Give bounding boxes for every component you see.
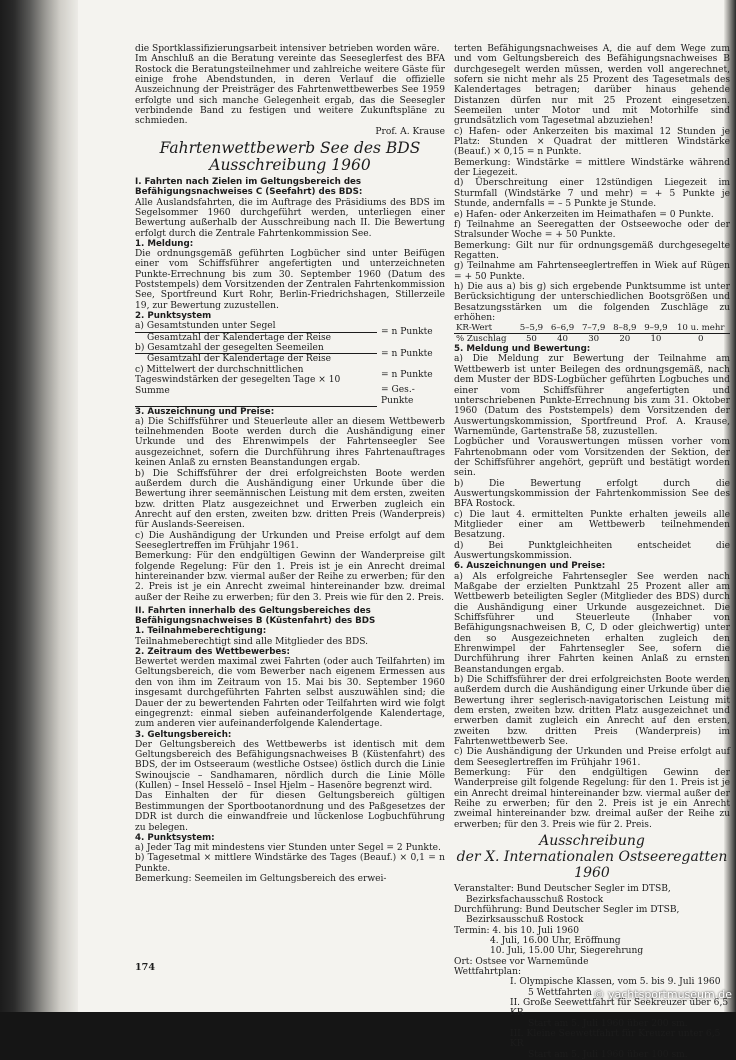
schedule-item: II. Große Seewettfahrt für Seekreuzer über 6,5 KR xyxy=(510,997,729,1019)
section-text: Logbücher und Vorauswertungen müssen vorher vom Fahrtenobmann oder vom Vorsitzenden der Sektion, der der Schiffsführer angehört, geprüft und bestätigt worden sein. xyxy=(454,437,730,479)
table-cell: 30 xyxy=(588,334,600,345)
date-line: Termin: 4. bis 10. Juli 1960 xyxy=(454,925,579,936)
section-text: terten Befähigungsnachweises A, die auf dem Wege zum und vom Geltungsbereich des Befähigungsnachweises B durchgesegelt werden müssen, werden voll angerechnet, sofern sie nicht mehr als 25 Prozent des Tagesetmals des Kalendertages betragen; darüber hinaus gehende Distanzen dürfen nur mit 25 Prozent eingesetzen. Seemeilen unter Motor und mit Motorhilfe sind grundsätzlich vom Tagesetmal abzuziehen! xyxy=(454,44,730,127)
organizer-line: Bezirksausschuß Rostock xyxy=(466,915,584,926)
section-text: Das Einhalten der für diesen Geltungsbereich gültigen Bestimmungen der Sportbootanordnung und des Paßgesetzes der DDR ist durch die einwandfreie und lückenlose Logbuchführung zu belegen. xyxy=(135,791,445,833)
remark: Bemerkung: Windstärke = mittlere Windstärke während der Liegezeit. xyxy=(454,157,730,179)
points-formula xyxy=(135,321,445,406)
remark: Bemerkung: Seemeilen im Geltungsbereich des erwei- xyxy=(135,874,387,885)
schedule-detail: 5 Wettfahrten xyxy=(528,987,592,998)
table-cell: 9–9,9 xyxy=(640,323,671,334)
table-cell: % Zuschlag xyxy=(456,334,507,345)
table-cell: 8–8,9 xyxy=(609,323,640,334)
remark: Bemerkung: Für den endgültigen Gewinn der Wanderpreise gilt folgende Regelung: für den 1. Preis ist je ein Anrecht dreimal hintereinander bzw. viermal außer der Reihe zu erwerben; für den 2. Preis ist je ein Anrecht zweimal hintereinander bzw. dreimal außer der Reihe zu erwerben; für den 3. Preis wie für 2. Preis. xyxy=(454,768,730,830)
date-line: 10. Juli, 15.00 Uhr, Siegerehrung xyxy=(490,946,644,957)
left-column xyxy=(135,44,445,884)
subsection-heading: 3. Geltungsbereich: xyxy=(135,729,232,740)
table-row xyxy=(454,334,730,345)
date-line: 4. Juli, 16.00 Uhr, Eröffnung xyxy=(490,935,621,946)
right-column xyxy=(454,44,730,1060)
organizer-line: Veranstalter: Bund Deutscher Segler im DTSB, xyxy=(454,884,671,895)
formula-numerator: a) Gesamtstunden unter Segel xyxy=(135,321,377,332)
section-text: Bewertet werden maximal zwei Fahrten (oder auch Teilfahrten) im Geltungsbereich, die vom Bewerber nach eigenem Ermessen aus den von ihm im Zeitraum von 15. Mai bis 30. September 1960 insgesamt durchgeführten Fahrten selbst auszuwählen sind; die Dauer der zu bewertenden Fahrten oder Teilfahrten wird wie folgt eingegrenzt: einmal sieben aufeinanderfolgende Kalendertage, zum anderen vier aufeinanderfolgende Kalendertage. xyxy=(135,657,445,730)
section-text: a) Jeder Tag mit mindestens vier Stunden unter Segel = 2 Punkte. xyxy=(135,843,441,854)
section-text: b) Die Schiffsführer der drei erfolgreichsten Boote werden außerdem durch die Aushändigung einer Urkunde über die Bewertung ihrer seemännischen Leistung mit dem ersten, zweiten bzw. dritten Platz ausgezeichnet und Erwerben zugleich ein Anrecht auf den ersten, zweiten bzw. dritten Preis (Wanderpreis) für Auslands-Seereisen. xyxy=(135,468,445,531)
section-text: e) Hafen- oder Ankerzeiten im Heimathafen = 0 Punkte. xyxy=(454,209,714,220)
schedule-detail: Start am 5. Juli 1960 über 200 sm. xyxy=(528,1018,688,1029)
watermark: © yachtsportmuseum.de xyxy=(593,988,732,1001)
section-heading: I. Fahrten nach Zielen im Geltungsbereich des Befähigungsnachweises C (Seefahrt) des BDS: xyxy=(135,177,363,198)
subsection-heading: 6. Auszeichnungen und Preise: xyxy=(454,561,606,572)
remark: Bemerkung: Gilt nur für ordnungsgemäß durchgesegelte Regatten. xyxy=(454,240,730,261)
section-text: Die ordnungsgemäß geführten Logbücher sind unter Beifügen einer vom Schiffsführer angefertigten und unterzeichneten Punkte-Errechnung bis zum 30. September 1960 (Datum des Poststempels) dem Vorsitzenden der Zentralen Fahrtenkommission See, Sportfreund Kurt Rohr, Berlin-Friedrichshagen, Stillerzeile 19, zur Bewertung zuzustellen. xyxy=(135,249,445,311)
schedule-item: I. Olympische Klassen, vom 5. bis 9. Juli 1960 xyxy=(510,977,721,988)
intro-paragraph: Im Anschluß an die Beratung vereinte das Seeseglerfest des BFA Rostock die Beratungsteilnehmer und zahlreiche weitere Gäste für einige frohe Abendstunden, in deren Verlauf die offizielle Auszeichnung der Preisträger des Fahrtenwettbewerbes See 1959 erfolgte und sich manche Gelegenheit ergab, das die Seesegler verbindende Band zu festigen und weitere Zukunftspläne zu schmieden. xyxy=(135,54,445,127)
schedule-item: III. Kleine Seewettfahrt für Kreuzer unter 6,5 KR xyxy=(510,1028,721,1050)
section-text: c) Die laut 4. ermittelten Punkte erhalten jeweils alle Mitglieder einer am Wettbewerb teilnehmenden Besatzung. xyxy=(454,509,730,541)
section-text: a) Die Schiffsführer und Steuerleute aller an diesem Wettbewerb teilnehmenden Boote werden durch die Aushändigung einer Urkunde und des Ehrenwimpels der Fahrtenseegler See ausgezeichnet, sofern die Durchführung ihres Fahrtenauftrages keinen Anlaß zu ernsten Beanstandungen ergab. xyxy=(135,416,445,469)
schedule-label: Wettfahrtplan: xyxy=(454,966,522,977)
formula-denominator: Gesamtzahl der Kalendertage der Reise xyxy=(147,354,332,365)
subsection-heading: 4. Punktsystem: xyxy=(135,832,215,843)
section-text: a) Als erfolgreiche Fahrtensegler See werden nach Maßgabe der erzielten Punktzahl 25 Prozent aller am Wettbewerb beteiligten Segler (Mitglieder des BDS) durch die Aushändigung einer Urkunde ausgezeichnet. Die Schiffsführer und Steuerleute (Inhaber von Befähigungsnachweisen B, C, D oder gleichwertig) unter den so Ausgezeichneten erhalten zugleich den Ehrenwimpel der Fahrtensegler See, sofern die Durchführung ihrer Fahrten keinen Anlaß zu ernsten Beanstandungen ergab. xyxy=(454,571,730,675)
section-text: c) Die Aushändigung der Urkunden und Preise erfolgt auf dem Seeseglertreffen im Frühjahr 1961. xyxy=(454,747,730,768)
formula-numerator: b) Gesamtzahl der gesegelten Seemeilen xyxy=(135,343,377,354)
section-text: Teilnahmeberechtigt sind alle Mitglieder des BDS. xyxy=(135,636,369,647)
table-cell: 10 u. mehr xyxy=(672,323,731,334)
formula-sum-label: Summe xyxy=(135,385,377,406)
formula-sum-value: = Ges.-Punkte xyxy=(381,385,415,406)
location-line: Ort: Ostsee vor Warnemünde xyxy=(454,956,589,967)
subsection-heading: 1. Teilnahmeberechtigung: xyxy=(135,626,267,637)
section-text: h) Die aus a) bis g) sich ergebende Punktsumme ist unter Berücksichtigung der unterschiedlichen Bootsgrößen und Besatzungsstärken um die folgenden Zuschläge zu erhöhen: xyxy=(454,281,730,323)
section-heading: II. Fahrten innerhalb des Geltungsbereiches des Befähigungsnachweises B (Küstenfahrt) des BDS xyxy=(135,605,376,627)
organizer-line: Bezirksfachausschuß Rostock xyxy=(466,894,604,905)
regatta-title: Ausschreibung xyxy=(539,833,645,850)
table-cell: 7–7,9 xyxy=(578,323,609,334)
section-text: Alle Auslandsfahrten, die im Auftrage des Präsidiums des BDS im Segelsommer 1960 durchgeführt werden, unterliegen einer Bewertung außerhalb der Ausschreibung nach II. Die Bewertung erfolgt durch die Zentrale Fahrtenkommission See. xyxy=(135,197,445,239)
table-cell: 40 xyxy=(557,334,569,345)
subsection-heading: 2. Punktsystem xyxy=(135,311,212,322)
subsection-heading: 2. Zeitraum des Wettbewerbes: xyxy=(135,646,290,657)
section-text: c) Die Aushändigung der Urkunden und Preise erfolgt auf dem Seeseglertreffen im Frühjahr 1961. xyxy=(135,530,445,551)
organizer-line: Durchführung: Bund Deutscher Segler im DTSB, xyxy=(454,904,680,915)
section-text: a) Die Meldung zur Bewertung der Teilnahme am Wettbewerb ist unter Beilegen des ordnungsgemäß, nach dem Muster der BDS-Logbücher geführten Logbuches und einer vom Schiffsführer angefertigten und unterschriebenen Punkte-Errechnung bis zum 31. Oktober 1960 (Datum des Poststempels) dem Vorsitzenden der Auswertungskommission, Sportfreund Prof. A. Krause, Warnemünde, Gartenstraße 58, zuzustellen. xyxy=(454,354,730,437)
formula-result: = n Punkte xyxy=(381,327,433,338)
table-cell: 6–6,9 xyxy=(547,323,578,334)
table-cell: 20 xyxy=(619,334,631,345)
intro-paragraph: die Sportklassifizierungsarbeit intensiver betrieben worden wäre. xyxy=(135,44,440,54)
section-text: b) Tagesetmal × mittlere Windstärke des Tages (Beauf.) × 0,1 = n Punkte. xyxy=(135,853,445,874)
table-cell: KR-Wert xyxy=(454,323,516,334)
table-cell: 10 xyxy=(650,334,662,345)
section-text: d) Überschreitung einer 12stündigen Liegezeit im Sturmfall (Windstärke 7 und mehr) = + 5 Punkte je Stunde, andernfalls = – 5 Punkte je Stunde. xyxy=(454,178,730,210)
formula-result: = n Punkte xyxy=(381,369,433,380)
subsection-heading: 3. Auszeichnung und Preise: xyxy=(135,406,275,417)
kr-surcharge-table xyxy=(454,323,730,344)
formula-result: = n Punkte xyxy=(381,348,433,359)
section-text: b) Die Bewertung erfolgt durch die Auswertungskommission der Fahrtenkommission See des BFA Rostock. xyxy=(454,478,730,510)
table-cell: 5–5,9 xyxy=(516,323,547,334)
article-title: Fahrtenwettbewerb See des BDS xyxy=(159,139,421,158)
remark: Bemerkung: Für den endgültigen Gewinn der Wanderpreise gilt folgende Regelung: Für den 1. Preis ist je ein Anrecht dreimal hintereinander bzw. viermal außer der Reihe zu erwerben; für den 2. Preis ist je ein Anrecht zweimal hintereinander bzw. dreimal außer der Reihe zu erwerben; für den 3. Preis wie für den 2. Preis. xyxy=(135,551,445,603)
section-text: d) Bei Punktgleichheiten entscheidet die Auswertungskommission. xyxy=(454,540,730,562)
book-binding-shadow xyxy=(0,0,78,1012)
section-text: f) Teilnahme an Seeregatten der Ostseewoche oder der Stralsunder Woche = + 50 Punkte. xyxy=(454,219,730,241)
subsection-heading: 1. Meldung: xyxy=(135,238,194,249)
formula-numerator: c) Mittelwert der durchschnittlichen Tageswindstärken der gesegelten Tage × 10 xyxy=(135,364,341,386)
regatta-subtitle: der X. Internationalen Ostseeregatten 1960 xyxy=(456,849,728,882)
section-text: c) Hafen- oder Ankerzeiten bis maximal 12 Stunden je Platz: Stunden × Quadrat der mittleren Windstärke (Beauf.) × 0,15 = n Punkte. xyxy=(454,126,730,158)
schedule-detail: Start am 5. Juli 1960 über 100 sm. xyxy=(528,1049,688,1060)
formula-denominator: Gesamtzahl der Kalendertage der Reise xyxy=(147,332,332,343)
table-cell: 0 xyxy=(698,334,704,345)
section-text: g) Teilnahme am Fahrtenseeglertreffen in Wiek auf Rügen = + 50 Punkte. xyxy=(454,261,730,282)
subsection-heading: 5. Meldung und Bewertung: xyxy=(454,344,591,355)
section-text: b) Die Schiffsführer der drei erfolgreichsten Boote werden außerdem durch die Aushändigung einer Urkunde über die Bewertung ihrer seglerisch-navigatorischen Leistung mit dem ersten, zweiten bzw. dritten Platz ausgezeichnet und erwerben damit zugleich ein Anrecht auf den ersten, zweiten bzw. dritten Preis (Wanderpreis) im Fahrtenwettbewerb See. xyxy=(454,675,730,748)
table-cell: 50 xyxy=(525,334,537,345)
table-row xyxy=(454,323,730,334)
page-number: 174 xyxy=(135,962,156,973)
article-subtitle: Ausschreibung 1960 xyxy=(209,156,371,175)
signature: Prof. A. Krause xyxy=(375,126,445,137)
section-text: Der Geltungsbereich des Wettbewerbs ist identisch mit dem Geltungsbereich des Befähigungsnachweises B (Küstenfahrt) des BDS, der im Ostseeraum (westliche Ostsee) östlich durch die Linie Swinoujscie – Sandhamaren, nördlich durch die Linie Mölle (Kullen) – Insel Hesselö – Insel Hjelm – Hasenöre begrenzt wird. xyxy=(135,739,445,792)
